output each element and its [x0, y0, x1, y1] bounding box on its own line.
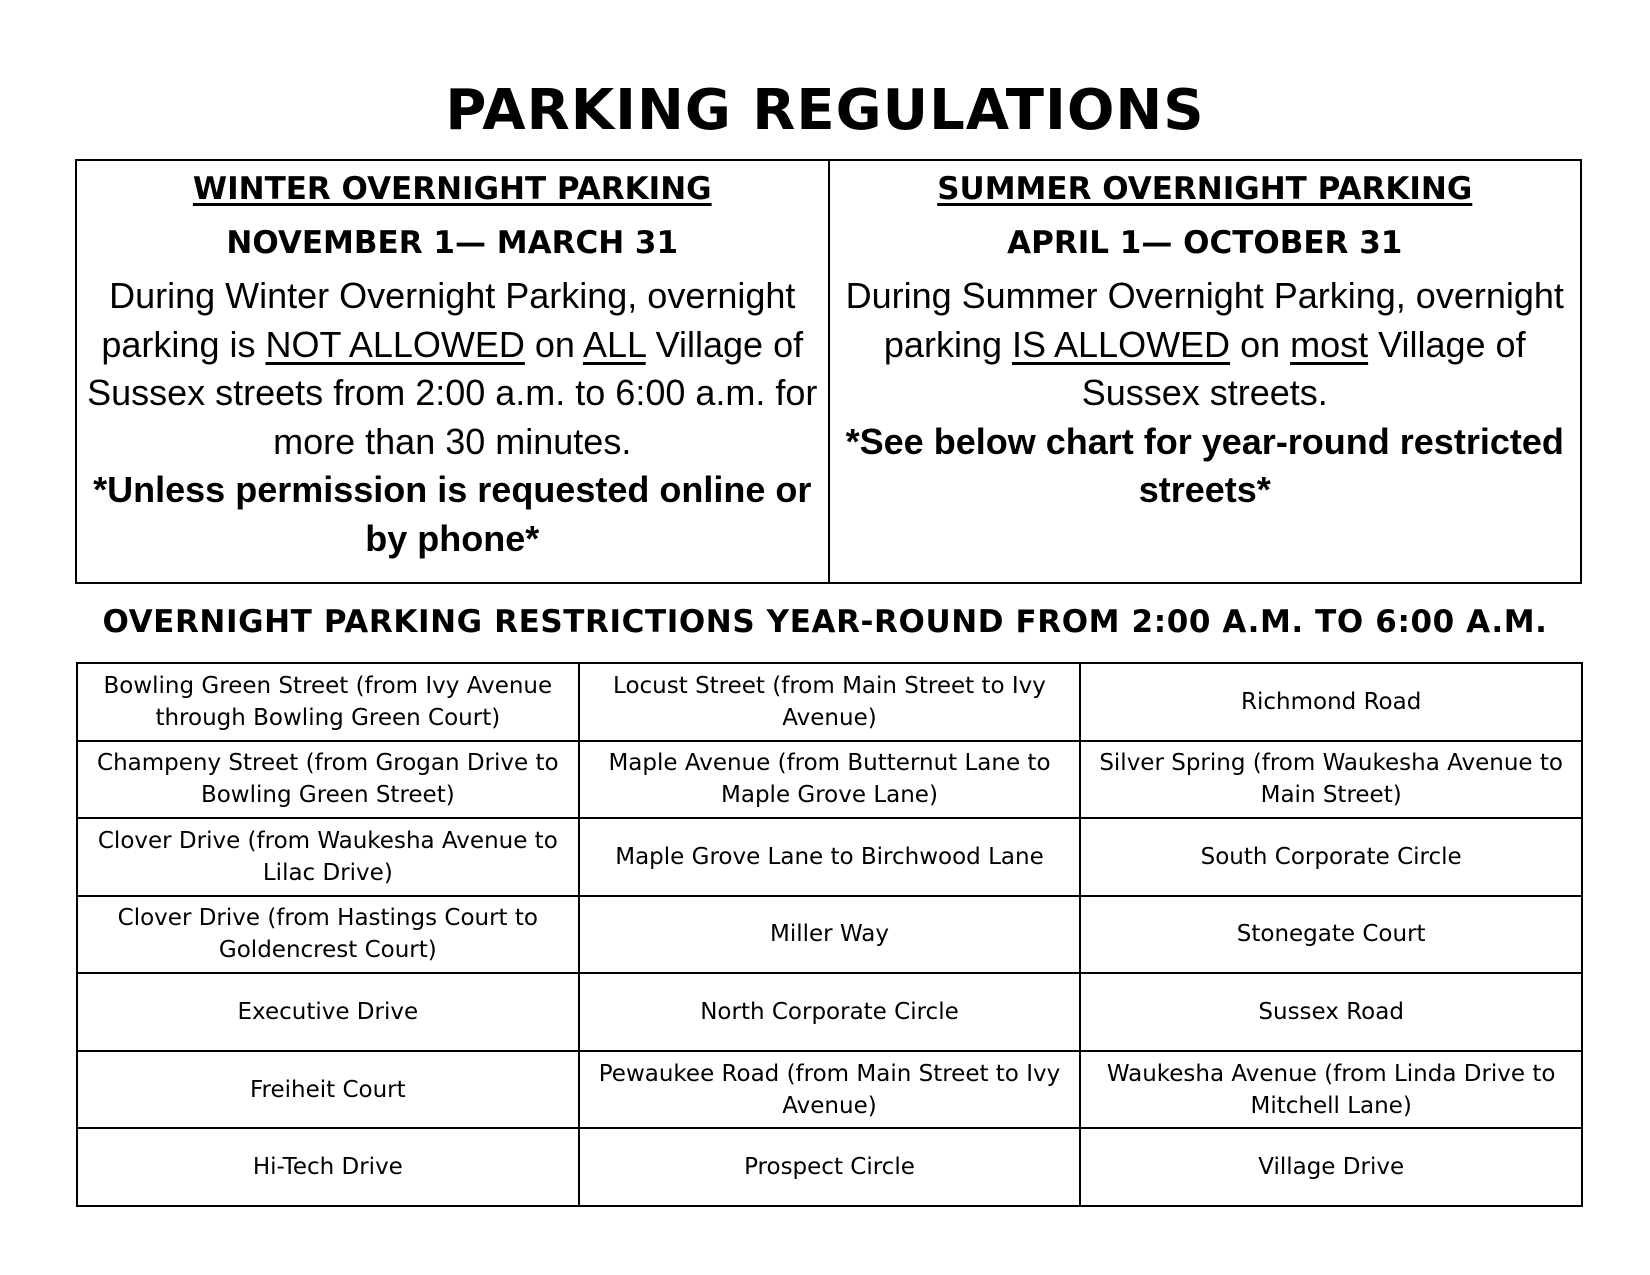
table-cell: Richmond Road — [1080, 663, 1582, 741]
summer-description — [838, 272, 1573, 515]
winter-text-1: During Winter Overnight Parking, overnight parking is — [101, 275, 796, 365]
summer-text-2: on — [1230, 323, 1291, 365]
summer-text-3: Village of Sussex streets. — [1081, 323, 1526, 413]
winter-text-3: Village of Sussex streets from 2:00 a.m. to 6:00 a.m. for more than 30 minutes. — [87, 323, 818, 462]
table-row — [77, 1051, 1582, 1129]
table-cell: Pewaukee Road (from Main Street to Ivy Avenue) — [579, 1051, 1081, 1129]
winter-note: *Unless permission is requested online or by phone* — [93, 469, 812, 559]
table-cell: Silver Spring (from Waukesha Avenue to Main Street) — [1080, 741, 1582, 819]
summer-dates: APRIL 1— OCTOBER 31 — [1007, 225, 1403, 261]
table-cell: Executive Drive — [77, 973, 579, 1051]
winter-dates: NOVEMBER 1— MARCH 31 — [226, 225, 679, 261]
table-cell: Locust Street (from Main Street to Ivy Avenue) — [579, 663, 1081, 741]
table-cell: Village Drive — [1080, 1128, 1582, 1206]
table-cell: Miller Way — [579, 896, 1081, 974]
winter-description — [85, 272, 820, 563]
table-cell: Stonegate Court — [1080, 896, 1582, 974]
summer-most: most — [1290, 323, 1369, 365]
table-row — [77, 741, 1582, 819]
table-cell: Waukesha Avenue (from Linda Drive to Mitchell Lane) — [1080, 1051, 1582, 1129]
table-cell: Maple Grove Lane to Birchwood Lane — [579, 818, 1081, 896]
summer-is-allowed: IS ALLOWED — [1011, 323, 1231, 365]
table-cell: Freiheit Court — [77, 1051, 579, 1129]
table-cell: Hi-Tech Drive — [77, 1128, 579, 1206]
table-row — [77, 663, 1582, 741]
table-row — [77, 818, 1582, 896]
winter-text-2: on — [524, 323, 583, 365]
table-cell: Clover Drive (from Hastings Court to Goldencrest Court) — [77, 896, 579, 974]
page-title: PARKING REGULATIONS — [445, 78, 1205, 143]
winter-panel — [77, 161, 828, 582]
restricted-streets-table — [76, 662, 1583, 1207]
winter-all: ALL — [582, 323, 646, 365]
table-cell: South Corporate Circle — [1080, 818, 1582, 896]
summer-panel — [828, 161, 1581, 582]
table-cell: Bowling Green Street (from Ivy Avenue through Bowling Green Court) — [77, 663, 579, 741]
table-cell: Maple Avenue (from Butternut Lane to Maple Grove Lane) — [579, 741, 1081, 819]
table-cell: Champeny Street (from Grogan Drive to Bowling Green Street) — [77, 741, 579, 819]
table-cell: Clover Drive (from Waukesha Avenue to Lilac Drive) — [77, 818, 579, 896]
winter-not-allowed: NOT ALLOWED — [265, 323, 525, 365]
table-cell: Sussex Road — [1080, 973, 1582, 1051]
restrictions-heading: OVERNIGHT PARKING RESTRICTIONS YEAR-ROUND FROM 2:00 A.M. TO 6:00 A.M. — [102, 604, 1548, 640]
table-row — [77, 1128, 1582, 1206]
summer-note: *See below chart for year-round restricted streets* — [845, 420, 1564, 510]
table-cell: Prospect Circle — [579, 1128, 1081, 1206]
table-row — [77, 896, 1582, 974]
winter-heading: WINTER OVERNIGHT PARKING — [192, 171, 712, 207]
table-row — [77, 973, 1582, 1051]
season-panels — [75, 159, 1582, 584]
summer-heading: SUMMER OVERNIGHT PARKING — [937, 171, 1473, 207]
summer-text-1: During Summer Overnight Parking, overnight parking — [845, 275, 1564, 365]
table-cell: North Corporate Circle — [579, 973, 1081, 1051]
